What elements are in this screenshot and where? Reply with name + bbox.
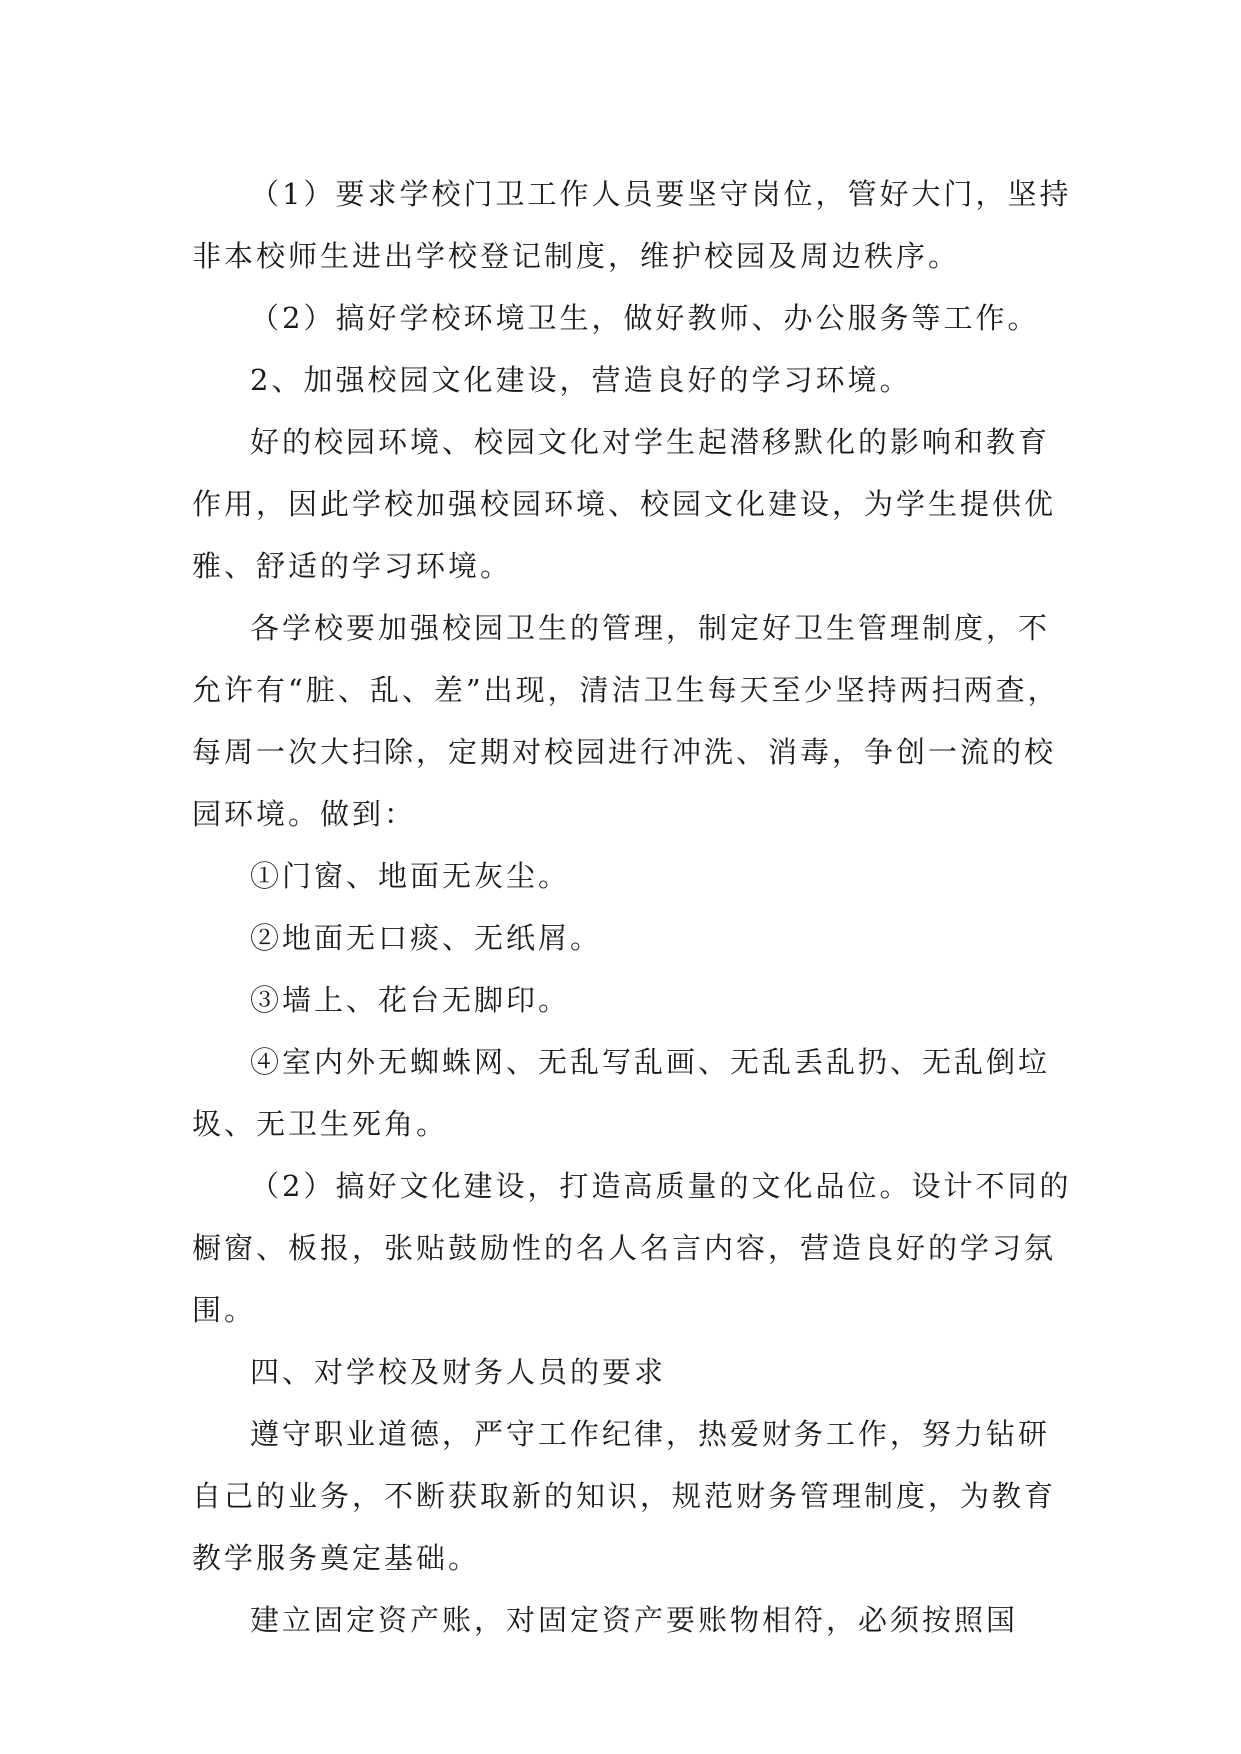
document-body	[192, 163, 1072, 1651]
paragraph-fixed-assets: 建立固定资产账，对固定资产要账物相符，必须按照国	[250, 1603, 1019, 1637]
paragraph-environment-hygiene: （2）搞好学校环境卫生，做好教师、办公服务等工作。	[250, 301, 1040, 335]
paragraph-culture-building: （2）搞好文化建设，打造高质量的文化品位。设计不同的橱窗、板报，张贴鼓励性的名人名言内容，营造良好的学习氛围。	[192, 1169, 1072, 1327]
paragraph-campus-culture-heading: 2、加强校园文化建设，营造良好的学习环境。	[250, 363, 912, 397]
list-item-4: ④室内外无蜘蛛网、无乱写乱画、无乱丢乱扔、无乱倒垃圾、无卫生死角。	[192, 1045, 1051, 1141]
paragraph-professional-ethics: 遵守职业道德，严守工作纪律，热爱财务工作，努力钻研自己的业务，不断获取新的知识，规范财务管理制度，为教育教学服务奠定基础。	[192, 1417, 1057, 1575]
section-heading-finance-staff: 四、对学校及财务人员的要求	[250, 1355, 667, 1389]
list-item-1: ①门窗、地面无灰尘。	[250, 859, 571, 893]
list-item-3: ③墙上、花台无脚印。	[250, 983, 571, 1017]
paragraph-gatekeeper-duty: （1）要求学校门卫工作人员要坚守岗位，管好大门，坚持非本校师生进出学校登记制度，维护校园及周边秩序。	[192, 177, 1072, 273]
list-item-2: ②地面无口痰、无纸屑。	[250, 921, 603, 955]
paragraph-campus-culture-intro: 好的校园环境、校园文化对学生起潜移默化的影响和教育作用，因此学校加强校园环境、校园文化建设，为学生提供优雅、舒适的学习环境。	[192, 425, 1057, 583]
paragraph-hygiene-management: 各学校要加强校园卫生的管理，制定好卫生管理制度，不允许有“脏、乱、差”出现，清洁卫生每天至少坚持两扫两查，每周一次大扫除，定期对校园进行冲洗、消毒，争创一流的校园环境。做到：	[192, 611, 1060, 831]
